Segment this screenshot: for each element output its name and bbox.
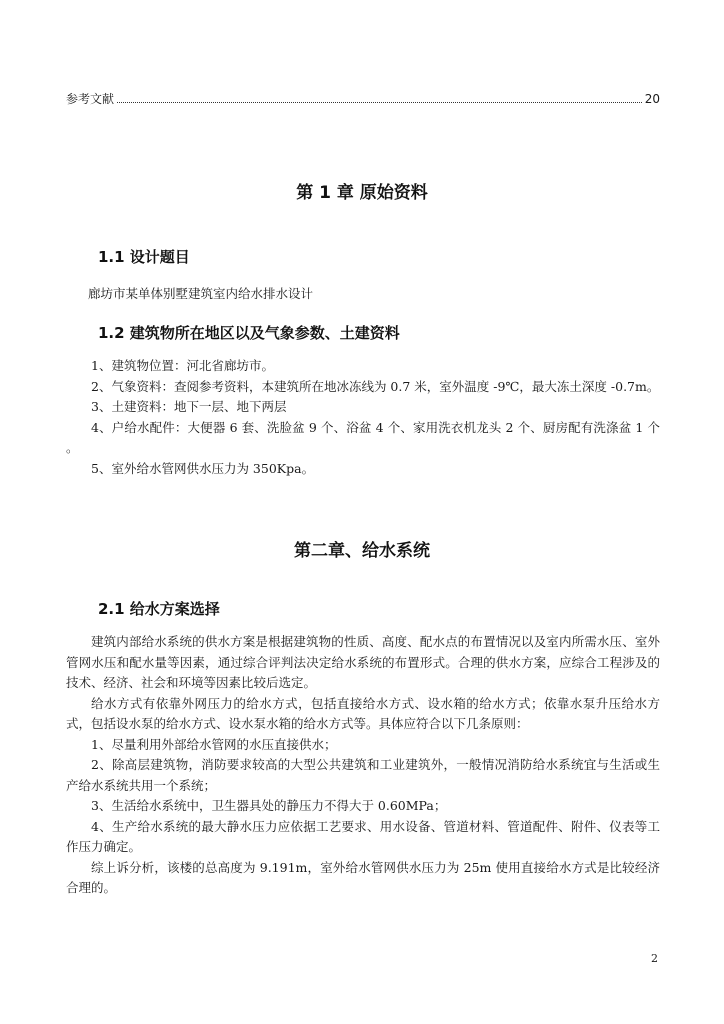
list-item: 1、建筑物位置：河北省廊坊市。 <box>91 358 274 373</box>
paragraph: 1、尽量利用外部给水管网的水压直接供水； <box>91 736 337 752</box>
paragraph: 3、生活给水系统中，卫生器具处的静压力不得大于 0.60MPa； <box>91 798 447 813</box>
page-number: 2 <box>651 952 658 965</box>
paragraph: 给水方式有依靠外网压力的给水方式，包括直接给水方式、设水箱的给水方式；依靠水泵升压给水方式，包括设水泵的给水方式、设水泵水箱的给水方式等。具体应符合以下几条原则： <box>66 695 660 731</box>
section-2-1-title: 2.1 给水方案选择 <box>98 600 220 618</box>
list-item: 5、室外给水管网供水压力为 350Kpa。 <box>91 460 315 476</box>
section-2-1-body <box>66 632 660 899</box>
paragraph: 综上诉分析，该楼的总高度为 9.191m，室外给水管网供水压力为 25m 使用直接给水方式是比较经济合理的。 <box>66 859 660 895</box>
section-1-1-title: 1.1 设计题目 <box>98 248 190 266</box>
paragraph: 建筑内部给水系统的供水方案是根据建筑物的性质、高度、配水点的布置情况以及室内所需水压、室外管网水压和配水量等因素，通过综合评判法决定给水系统的布置形式。合理的供水方案，应综合工程涉及的技术、经济、社会和环境等因素比较后选定。 <box>66 634 660 690</box>
toc-page-number: 20 <box>644 92 660 106</box>
paragraph: 4、生产给水系统的最大静水压力应依据工艺要求、用水设备、管道材料、管道配件、附件、仪表等工作压力确定。 <box>66 818 660 854</box>
toc-leader-dots <box>117 102 642 103</box>
section-1-1-text <box>88 284 682 305</box>
section-1-2-body <box>66 356 660 479</box>
toc-label: 参考文献 <box>66 92 115 106</box>
list-item: 2、气象资料：查阅参考资料，本建筑所在地冰冻线为 0.7 米，室外温度 -9℃，最大冻土深度 -0.7m。 <box>91 378 660 394</box>
chapter-1-title: 第 1 章 原始资料 <box>296 183 428 203</box>
list-item: 3、土建资料：地下一层、地下两层 <box>91 399 287 414</box>
paragraph: 2、除高层建筑物，消防要求较高的大型公共建筑和工业建筑外，一般情况消防给水系统宜与生活或生产给水系统共用一个系统； <box>66 757 660 793</box>
design-topic: 廊坊市某单体别墅建筑室内给水排水设计 <box>88 286 314 301</box>
section-1-2-title: 1.2 建筑物所在地区以及气象参数、土建资料 <box>98 324 400 342</box>
toc-entry <box>66 90 660 107</box>
chapter-2-title: 第二章、给水系统 <box>294 541 430 561</box>
list-item: 4、户给水配件：大便器 6 套、洗脸盆 9 个、浴盆 4 个、家用洗衣机龙头 2 个、厨房配有洗涤盆 1 个 。 <box>66 419 660 455</box>
